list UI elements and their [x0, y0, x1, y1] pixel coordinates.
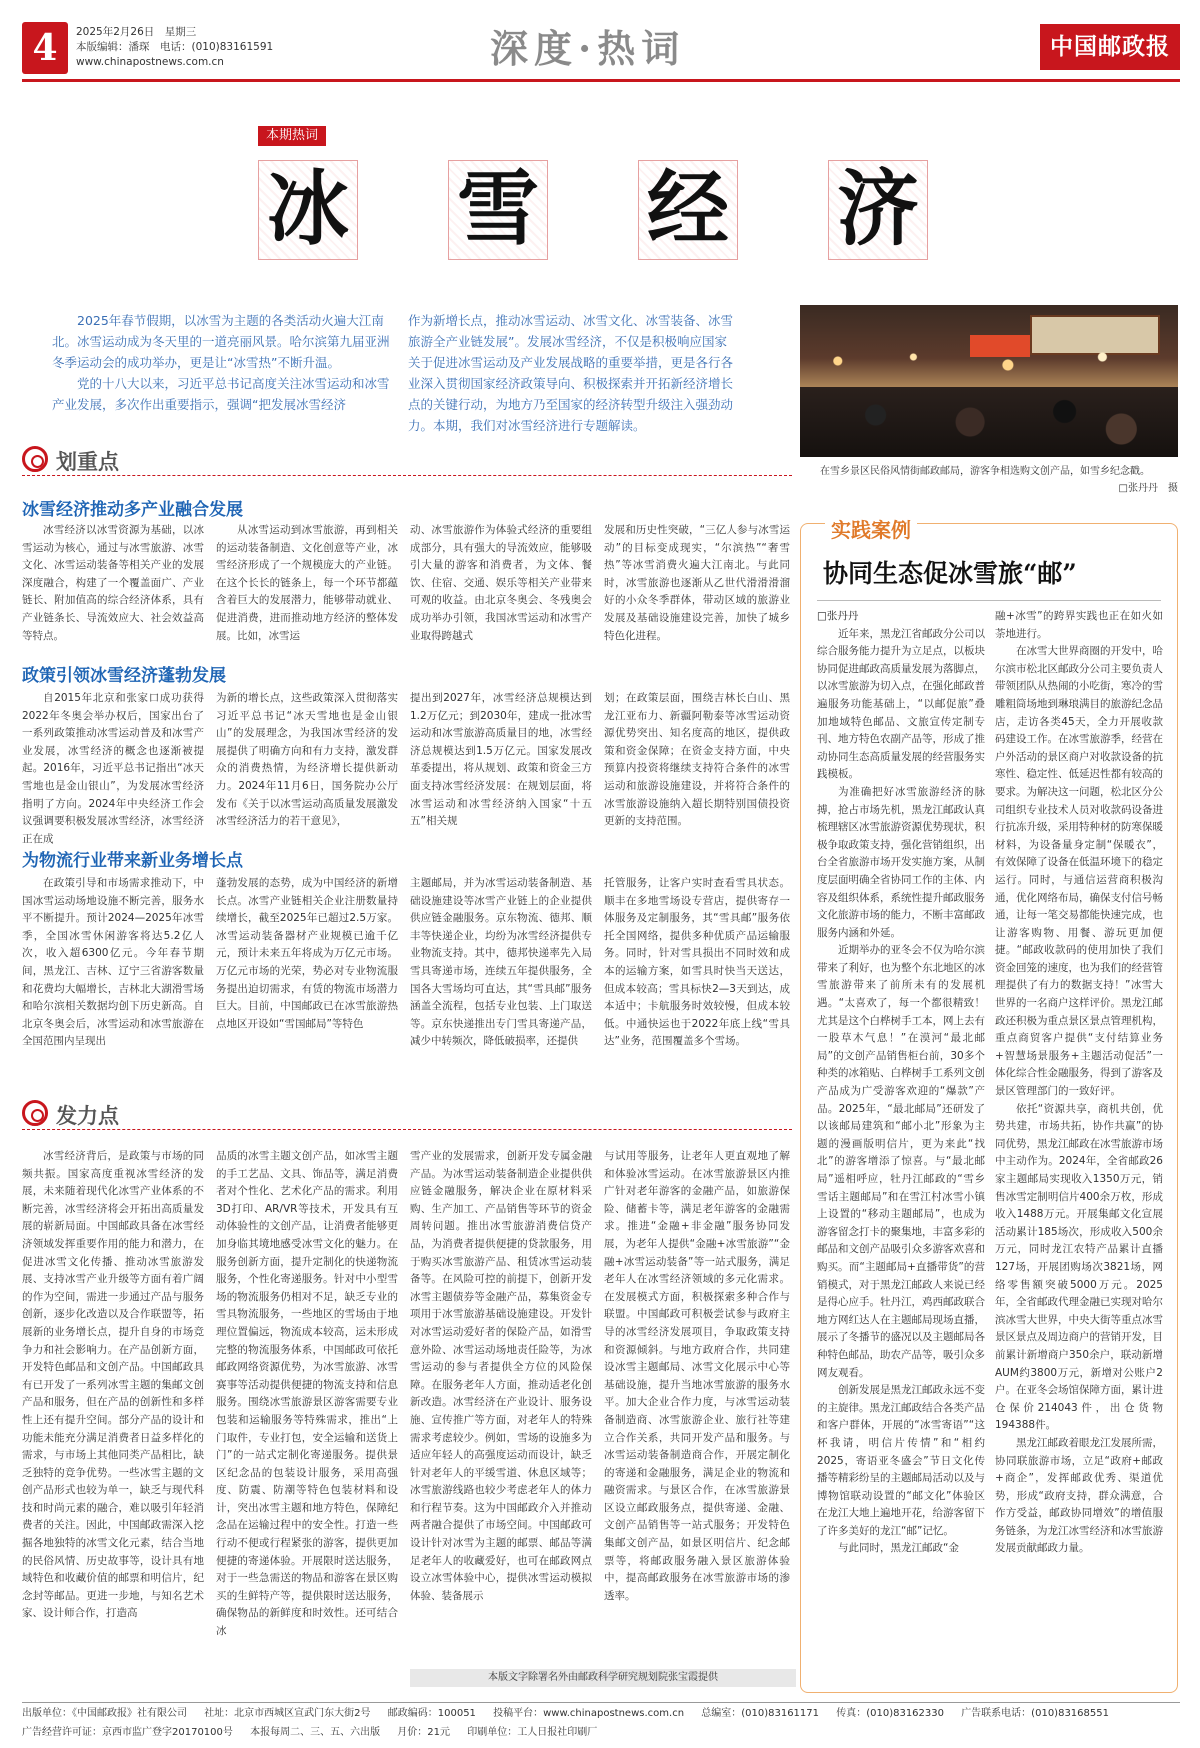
article-column — [22, 690, 204, 845]
paragraph: 近期举办的亚冬会不仅为哈尔滨带来了利好，也为整个东北地区的冰雪旅游带来了前所未有的发展机遇。“太喜欢了，每一个都很精致！尤其是这个白桦树手工本，网上去有一股草木气息！”在漠河“最北邮局”的文创产品销售柜台前，30多个种类的冰箱贴、白桦树手工系列文创产品成为广受游客欢迎的“爆款”产品。2025年，“最北邮局”还研发了以该邮局建筑和“邮小北”形象为主题的漫画版明信片，更为来此“找北”的游客增添了惊喜。与“最北邮局”遥相呼应，牡丹江邮政的“雪乡雪话主题邮局”和在雪江村冰雪小镇上设置的“移动主题邮局”，也成为游客留念打卡的聚集地，丰富多彩的邮品和文创产品吸引众多游客欢喜和购买。而“主题邮局+直播带货”的营销模式，对于黑龙江邮政人来说已经是得心应手。牡丹江，鸡西邮政联合地方网红达人在主题邮局现场直播，展示了冬播节的盛况以及主题邮局各种特色邮品，助农产品等，吸引众多网友观看。 — [817, 944, 985, 1379]
intro-paragraph: 党的十八大以来，习近平总书记高度关注冰雪运动和冰雪产业发展，多次作出重要指示，强调“把发展冰雪经济 — [52, 376, 390, 412]
case-title: 协同生态促冰雪旅“邮” — [823, 559, 1077, 588]
paragraph: 在冰雪大世界商圈的开发中，哈尔滨市松北区邮政分公司主要负责人带领团队从热闹的小吃街，寒冷的雪雕粗筒场地到琳琅满目的旅游纪念品店，走访各类45天，全力开展收款码建设工作。在冰雪旅游季，经营在户外活动的景区商户对收款设备的抗寒性、稳定性、低延迟性都有较高的要求。为解决这一问题，松北区分公司组织专业技术人员对收款码设备进行抗冻升级，采用特种材的防寒保暖材料，为设备量身定制“保暖衣”，有效保障了设备在低温环境下的稳定运行。同时，与通信运营商积极沟通，优化网络布局，确保支付信号畅通，让每一笔交易都能快速完成，也让游客购物、用餐、游玩更加便捷。“邮政收款码的使用加快了我们资金回笼的速度，也为我们的经营管理提供了有力的数据支持！”冰雪大世界的一名商户这样评价。黑龙江邮政还积极为重点景区景点管理机构，重点商贸客户提供“支付结算业务+智慧场景服务+主题活动促活”一体化综合性金融服务，得到了游客及景区管理部门的一致好评。 — [995, 645, 1163, 1098]
article-column — [604, 875, 790, 1051]
section-header-effort-points — [22, 1100, 792, 1130]
footer-editorial-phone: 总编室：(010)83161171 — [701, 1708, 820, 1719]
article-column — [216, 690, 398, 828]
case-divider — [817, 600, 1161, 601]
paragraph: 划；在政策层面，围绕吉林长白山、黑龙江亚布力、新疆阿勒泰等冰雪运动资源优势突出、知名度高的地区，提供政策和资金保障；在资金支持方面，中央预算内投资将继续支持符合条件的冰雪运动和旅游设施建设，并将符合条件的冰雪旅游设施纳入超长期特别国债投资更新的支持范围。 — [604, 692, 790, 828]
section-badge-icon — [22, 446, 48, 472]
paragraph: 自2015年北京和张家口成功获得2022年冬奥会举办权后，国家出台了一系列政策推动冰雪运动普及和冰雪产业发展，冰雪经济的概念也逐渐被提起。2016年，习近平总书记指出“冰天雪地也是金山银山”，为发展冰雪经济指明了方向。2024年中央经济工作会议强调要积极发展冰雪经济，冰雪经济正在成 — [22, 692, 204, 845]
article-column — [410, 875, 592, 1051]
keyword-char-3: 经 — [638, 160, 738, 260]
paper-logo: 中国邮政报 — [1040, 24, 1180, 70]
footer-rule — [22, 1702, 1180, 1703]
paragraph: 品质的冰雪主题文创产品，如冰雪主题的手工艺品、文具、饰品等，满足消费者对个性化、艺术化产品的需求。利用3D打印、AR/VR等技术，开发具有互动体验性的文创产品，让消费者能够更加身临其境地感受冰雪文化的魅力。在服务创新方面，提升定制化的快递物流服务，个性化寄递服务。针对中小型雪场的物流服务仍相对不足，缺乏专业的雪具物流服务，一些地区的雪场由于地理位置偏远，物流成本较高，运未形成完整的物流服务体系，中国邮政可依托邮政网络资源优势，为冰雪旅游、冰雪赛事等活动提供便捷的物流支持和信息服务。围绕冰雪旅游景区游客需要专业包装和运输服务等特殊需求，推出“上门取件，专业打包，安全运输和送货上门”的一站式定制化寄递服务。提供景区纪念品的包装设计服务，采用高强度、防震、防潮等特色包装材料和设计，突出冰雪主题和地方特色，保障纪念品在运输过程中的安全性。打造一些行动不便或行程紧张的游客，提供更加便捷的寄递体验。开展限时送达服务，对于一些急需送的物品和游客在景区购买的生鲜特产等，提供限时送达服务，确保物品的新鲜度和时效性。还可结合冰 — [216, 1150, 398, 1638]
article-column — [410, 1148, 592, 1666]
news-photo — [800, 305, 1178, 457]
paragraph: 依托“资源共享，商机共创，优势共建，市场共拓，协作共赢”的协同优势，黑龙江邮政在冰雪旅游市场中主动作为。2024年，全省邮政26家主题邮局实现收入1350万元，销售冰雪定制明信片400余万枚，形成收入1488万元。开展集邮文化宣展活动累计185场次，形成收入500余万元，同时龙江农特产品累计直播127场，开展团购场次3821场，网络零售额突破5000万元。2025年，全省邮政代理金融已实现对哈尔滨冰雪大世界，中央大街等重点冰雪景区景点及周边商户的营销开发，目前累计新增商户350余户，联动新增AUM约3800万元，新增对公账户2户。在亚冬会场馆保障方面，累计进仓保价214043件，出仓货物194388件。 — [995, 1102, 1163, 1432]
section-title: 深度·热词 — [490, 26, 686, 71]
photo-credit: □张丹丹 摄 — [1118, 483, 1178, 494]
section-title-effort-points: 发力点 — [56, 1104, 119, 1128]
paragraph: 创新发展是黑龙江邮政永远不变的主旋律。黑龙江邮政结合各类产品和客户群体，开展的“冰雪寄语”“这杯我请，明信片传情”和“相约2025，寄语亚冬盛会”节日文化传播等精彩纷呈的主题邮局活动以及与博物馆联动设置的“邮文化”体验区在龙江大地上遍地开花，给游客留下了许多美好的龙江“邮”记忆。 — [817, 1384, 985, 1537]
header-rule — [22, 79, 1180, 82]
photo-lights — [800, 345, 1178, 385]
byline-note: 本版文字除署名外由邮政科学研究规划院张宝霞提供 — [410, 1669, 796, 1687]
editor-line: 本版编辑：潘琛 电话：(010)83161591 — [76, 41, 274, 53]
section-header-key-points — [22, 446, 792, 476]
paragraph: 为准确把好冰雪旅游经济的脉搏，抢占市场先机，黑龙江邮政认真梳理辖区冰雪旅游资源优势现状，积极争取政策支持，强化营销组织，出台全省旅游市场开发实施方案，从制度层面明确全省协同工作的主体、内容及组织体系，系统性提升邮政服务文化旅游市场的能力，不断丰富邮政服务内涵和外延。 — [817, 785, 985, 939]
case-author: □张丹丹 — [817, 610, 859, 622]
issue-meta — [76, 25, 273, 70]
intro-col-1 — [52, 310, 392, 415]
section-badge-icon — [22, 1100, 48, 1126]
hot-word-tag: 本期热词 — [258, 126, 326, 146]
footer-submission-link[interactable]: 投稿平台：www.chinapostnews.com.cn — [493, 1708, 685, 1719]
article-column — [604, 690, 790, 828]
photo-caption — [800, 463, 1178, 497]
footer-postcode: 邮政编码：100051 — [387, 1708, 476, 1719]
article-column — [410, 690, 592, 828]
paragraph: 冰雪经济背后，是政策与市场的同频共振。国家高度重视冰雪经济的发展，未来随着现代化冰雪产业体系的不断完善，冰雪经济将会开拓出高质量发展的崭新局面。中国邮政具备在冰雪经济领域发挥重要作用的能力和潜力，在促进冰雪文化传播、推动冰雪旅游发展、支持冰雪产业升级等方面有着广阔的作为空间，需进一步通过产品与服务创新，逐步化改造以及合作联盟等，拓展新的业务增长点，提升自身的市场竞争力和社会影响力。在产品创新方面，开发特色邮品和文创产品。中国邮政具有已开发了一系列冰雪主题的集邮文创产品和服务，但在产品的创新性和多样性上还有提升空间。部分产品的设计和功能未能充分满足消费者日益多样化的需求，与市场上其他同类产品相比，缺乏独特的竞争优势。一些冰雪主题的文创产品形式也较为单一，缺乏与现代科技和时尚元素的融合，难以吸引年轻消费者的关注。因此，中国邮政需深入挖掘各地独特的冰雪文化元素，结合当地的民俗风情、历史故事等，设计具有地域特色和收藏价值的邮票和明信片，纪念封等邮品。更进一步地，与知名艺术家、设计师合作，打造高 — [22, 1150, 204, 1620]
footer-publisher: 出版单位：《中国邮政报》社有限公司 — [22, 1708, 187, 1719]
date-line: 2025年2月26日 星期三 — [76, 26, 197, 38]
article-column — [604, 522, 790, 642]
case-column-left — [817, 608, 985, 1684]
paragraph: 冰雪经济以冰雪资源为基础，以冰雪运动为核心，通过与冰雪旅游、冰雪文化、冰雪运动装备等相关产业的发展深度融合，构建了一个覆盖面广、产业链长、附加值高的综合经济体系，具有产业链条长、导流效应大、社会效益高等特点。 — [22, 524, 204, 642]
article-column — [410, 522, 592, 642]
footer-ad-phone: 广告联系电话：(010)83168551 — [961, 1708, 1109, 1719]
photo-crowd — [800, 387, 1178, 457]
article-column — [216, 522, 398, 642]
paragraph: 与此同时，黑龙江邮政“金 — [838, 1542, 959, 1555]
article-column — [216, 875, 398, 1051]
paragraph: 与试用等服务，让老年人更直观地了解和体验冰雪运动。在冰雪旅游景区内推广针对老年游客的金融产品，如旅游保险、储蓄卡等，满足老年游客的金融需求。推进“金融+非金融”服务协同发展，为老年人提供“金融+冰雪旅游”“金融+冰雪运动装备”等一站式服务，满足老年人在冰雪经济领域的多元化需求。在发展模式方面，积极探索多种合作与联盟。中国邮政可积极尝试参与政府主导的冰雪经济发展项目，争取政策支持和资源倾斜。与地方政府合作，共同建设冰雪主题邮局、冰雪文化展示中心等基础设施，提升当地冰雪旅游的服务水平。加大企业合作力度，与冰雪运动装备制造商、冰雪旅游企业、旅行社等建立合作关系，共同开发产品和服务。与冰雪运动装备制造商合作，开展定制化的寄递和金融服务，满足企业的物流和融资需求。与景区合作，在冰雪旅游景区设立邮政服务点，提供寄递、金融、文创产品销售等一站式服务；开发特色集邮文创产品，如景区明信片、纪念邮票等，将邮政服务融入景区旅游体验中，提高邮政服务在冰雪旅游市场的渗透率。 — [604, 1150, 790, 1602]
paragraph: 蓬勃发展的态势，成为中国经济的新增长点。冰雪产业链相关企业注册数量持续增长，截至2025年已超过2.5万家。冰雪运动装备器材产业规模已逾千亿元，预计未来五年将成为万亿元市场。万亿元市场的光荣，势必对专业物流服务提出迫切需求，有赁的物流市场潜力巨大。目前，中国邮政已在冰雪旅游热点地区开设如“雪国邮局”等特色 — [216, 877, 398, 1030]
paragraph: 雪产业的发展需求，创新开发专属金融产品。为冰雪运动装备制造企业提供供应链金融服务，解决企业在原材料采购、生产加工、产品销售等环节的资金周转问题。推出冰雪旅游消费信贷产品，为消费者提供便捷的贷款服务，用于购买冰雪旅游产品、租赁冰雪运动装备等。在风险可控的前提下，创新开发冰雪主题债券等金融产品，募集资金专项用于冰雪旅游基础设施建设。开发针对冰雪运动爱好者的保险产品，如滑雪意外险、冰雪运动场地责任险等，为冰雪运动的参与者提供全方位的风险保障。在服务老年人方面，推动适老化创新改造。冰雪经济在产业设计、服务设施、宣传推广等方面，对老年人的特殊需求考虑较少。例如，雪场的设施多为适应年轻人的高强度运动而设计，缺乏针对老年人的平缓雪道、休息区域等；冰雪旅游线路也较少考虑老年人的体力和行程节奏。这为中国邮政介入并推动两者融合提供了市场空间。中国邮政可设计针对冰雪为主题的邮票、邮品等满足老年人的收藏爱好，也可在邮政网点设立冰雪体验中心，提供冰雪运动模拟体验、装备展示 — [410, 1150, 592, 1602]
footer-address: 社址：北京市西城区宣武门东大街2号 — [204, 1708, 371, 1719]
section-title-key-points: 划重点 — [56, 450, 119, 474]
website[interactable]: www.chinapostnews.com.cn — [76, 56, 224, 68]
paragraph: 动、冰雪旅游作为体验式经济的重要组成部分，具有强大的导流效应，能够吸引大量的游客和消费者，为文体、餐饮、住宿、交通、娱乐等相关产业带来可观的收益。由北京冬奥会、冬残奥会成功举办引领，我国冰雪运动和冰雪产业取得跨越式 — [410, 524, 592, 642]
paragraph: 托管服务，让客户实时查看雪具状态。顺丰在多地雪场设专营店，提供寄存一体服务及定制服务，其“雪具邮”服务依托全国网络，提供多种优质产品运输服务。同时，针对雪具损出不同时效和成本的运输方案，如雪具时快当天送达，但成本较高；雪具标快2—3天到达，成本适中；卡航服务时效较慢，但成本较低。中通快运也于2022年底上线“雪具达”业务，范围覆盖多个雪场。 — [604, 877, 790, 1048]
paragraph: 主题邮局，并为冰雪运动装备制造、基础设施建设等冰雪产业链上的企业提供供应链金融服务。京东物流、德邦、顺丰等快递企业，均纷为冰雪经济提供专业物流支持。其中，德邦快递率先入局雪具寄递市场，连续五年提供服务，全国各大雪场均可直达，其“雪具邮”服务涵盖全流程，包括专业包装、上门取送等。京东快递推出专门雪具寄递产品，减少中转频次，降低破损率，还提供 — [410, 877, 592, 1048]
paragraph: 在政策引导和市场需求推动下，中国冰雪运动场地设施不断完善，服务水平不断提升。预计2024—2025年冰雪季，全国冰雪休闲游客将达5.2亿人次，收入超6300亿元。今年春节期间，黑龙江、吉林、辽宁三省游客数量和花费均大幅增长，吉林北大湖滑雪场和哈尔滨相关数据均创下历史新高。自北京冬奥会后，冰雪运动和冰雪旅游在全国范围内呈现出 — [22, 877, 204, 1048]
footer-ad-license: 广告经营许可证：京西市监广登字20170100号 — [22, 1727, 233, 1738]
footer-line-1 — [22, 1706, 1180, 1722]
paragraph: 提出到2027年，冰雪经济总规模达到1.2万亿元；到2030年，建成一批冰雪运动和冰雪旅游高质量目的地，冰雪经济总规模达到1.5万亿元。国家发展改革委提出，将从规划、政策和资金三方面支持冰雪经济发展：在规划层面，将冰雪运动和冰雪经济纳入国家“十五五”相关规 — [410, 692, 592, 828]
article-column — [22, 875, 204, 1051]
footer-fax: 传真：(010)83162330 — [836, 1708, 944, 1719]
case-tag: 实践案例 — [825, 514, 917, 543]
intro-paragraph: 2025年春节假期，以冰雪为主题的各类活动火遍大江南北。冰雪运动成为冬天里的一道亮丽风景。哈尔滨第九届亚洲冬季运动会的成功举办，更是让“冰雪热”不断升温。 — [52, 313, 390, 370]
headline-2: 政策引领冰雪经济蓬勃发展 — [22, 666, 226, 686]
footer-schedule: 本报每周二、三、五、六出版 — [250, 1727, 381, 1738]
paragraph: 黑龙江邮政着眼龙江发展所需，协同联旅游市场，立足“政府+邮政+商企”，发挥邮政优秀、渠道优势，形成“政府支持，群众满意，合作方受益，邮政协同增效”的增值服务链条，为龙江冰雪经济和冰雪旅游发展贡献邮政力量。 — [995, 1436, 1163, 1555]
keyword-char-1: 冰 — [258, 160, 358, 260]
caption-text: 在雪乡景区民俗风情街邮政邮局，游客争相选购文创产品，如雪乡纪念戳。 — [820, 466, 1150, 477]
article-column — [604, 1148, 790, 1666]
keyword-char-2: 雪 — [448, 160, 548, 260]
article-column — [22, 522, 204, 642]
article-column — [22, 1148, 204, 1666]
footer-line-2 — [22, 1725, 1180, 1741]
headline-3: 为物流行业带来新业务增长点 — [22, 851, 243, 871]
paragraph: 为新的增长点，这些政策深入贯彻落实习近平总书记“冰天雪地也是金山银山”的发展理念，为我国冰雪经济的发展提供了明确方向和有力支持，激发群众的消费热情，为经济增长提供新动力。2024年11月6日，国务院办公厅发布《关于以冰雪运动高质量发展激发冰雪经济活力的若干意见》， — [216, 692, 398, 828]
headline-1: 冰雪经济推动多产业融合发展 — [22, 500, 243, 520]
page-number: 4 — [22, 22, 68, 74]
paragraph: 发展和历史性突破，“三亿人参与冰雪运动”的目标变成现实，“尔滨热”“奢雪热”等冰雪消费火遍大江南北。与此同时，冰雪旅游也逐渐从乙世代滑滑滑溜好的小众冬季群体，带动区域的旅游业发展及基础设施建设完善，加快了城乡特色化进程。 — [604, 524, 790, 642]
paragraph: 从冰雪运动到冰雪旅游，再到相关的运动装备制造、文化创意等产业，冰雪经济形成了一个规模庞大的产业链。在这个长长的链条上，每一个环节都蕴含着巨大的发展潜力，能够带动就业、促进消费，进而推动地方经济的整体发展。比如，冰雪运 — [216, 524, 398, 642]
footer-price: 月价：21元 — [397, 1727, 451, 1738]
footer-printer: 印刷单位：工人日报社印刷厂 — [467, 1727, 598, 1738]
paragraph: 近年来，黑龙江省邮政分公司以综合服务能力提升为立足点，以板块协同促进邮政高质量发展为落脚点，以冰雪旅游为切入点，在强化邮政普遍服务功能基础上，“以邮促旅”叠加地域特色邮品、文旅宣传定制专刊、地方特色农副产品等，形成了推动协同生态高质量发展的经营服务实践模板。 — [817, 627, 985, 781]
paragraph: 融+冰雪”的跨界实践也正在如火如荼地进行。 — [995, 610, 1163, 640]
article-column — [216, 1148, 398, 1666]
keyword-char-4: 济 — [828, 160, 928, 260]
intro-col-2: 作为新增长点，推动冰雪运动、冰雪文化、冰雪装备、冰雪旅游全产业链发展”。发展冰雪经济，不仅是积极响应国家关于促进冰雪运动及产业发展战略的重要举措，更是各行各业深入贯彻国家经济政策导向、积极探索并开拓新经济增长点的关键行动，为地方乃至国家的经济转型升级注入强劲动力。本期，我们对冰雪经济进行专题解读。 — [408, 313, 734, 433]
case-column-right — [995, 608, 1163, 1684]
practice-case-box — [800, 518, 1178, 1693]
